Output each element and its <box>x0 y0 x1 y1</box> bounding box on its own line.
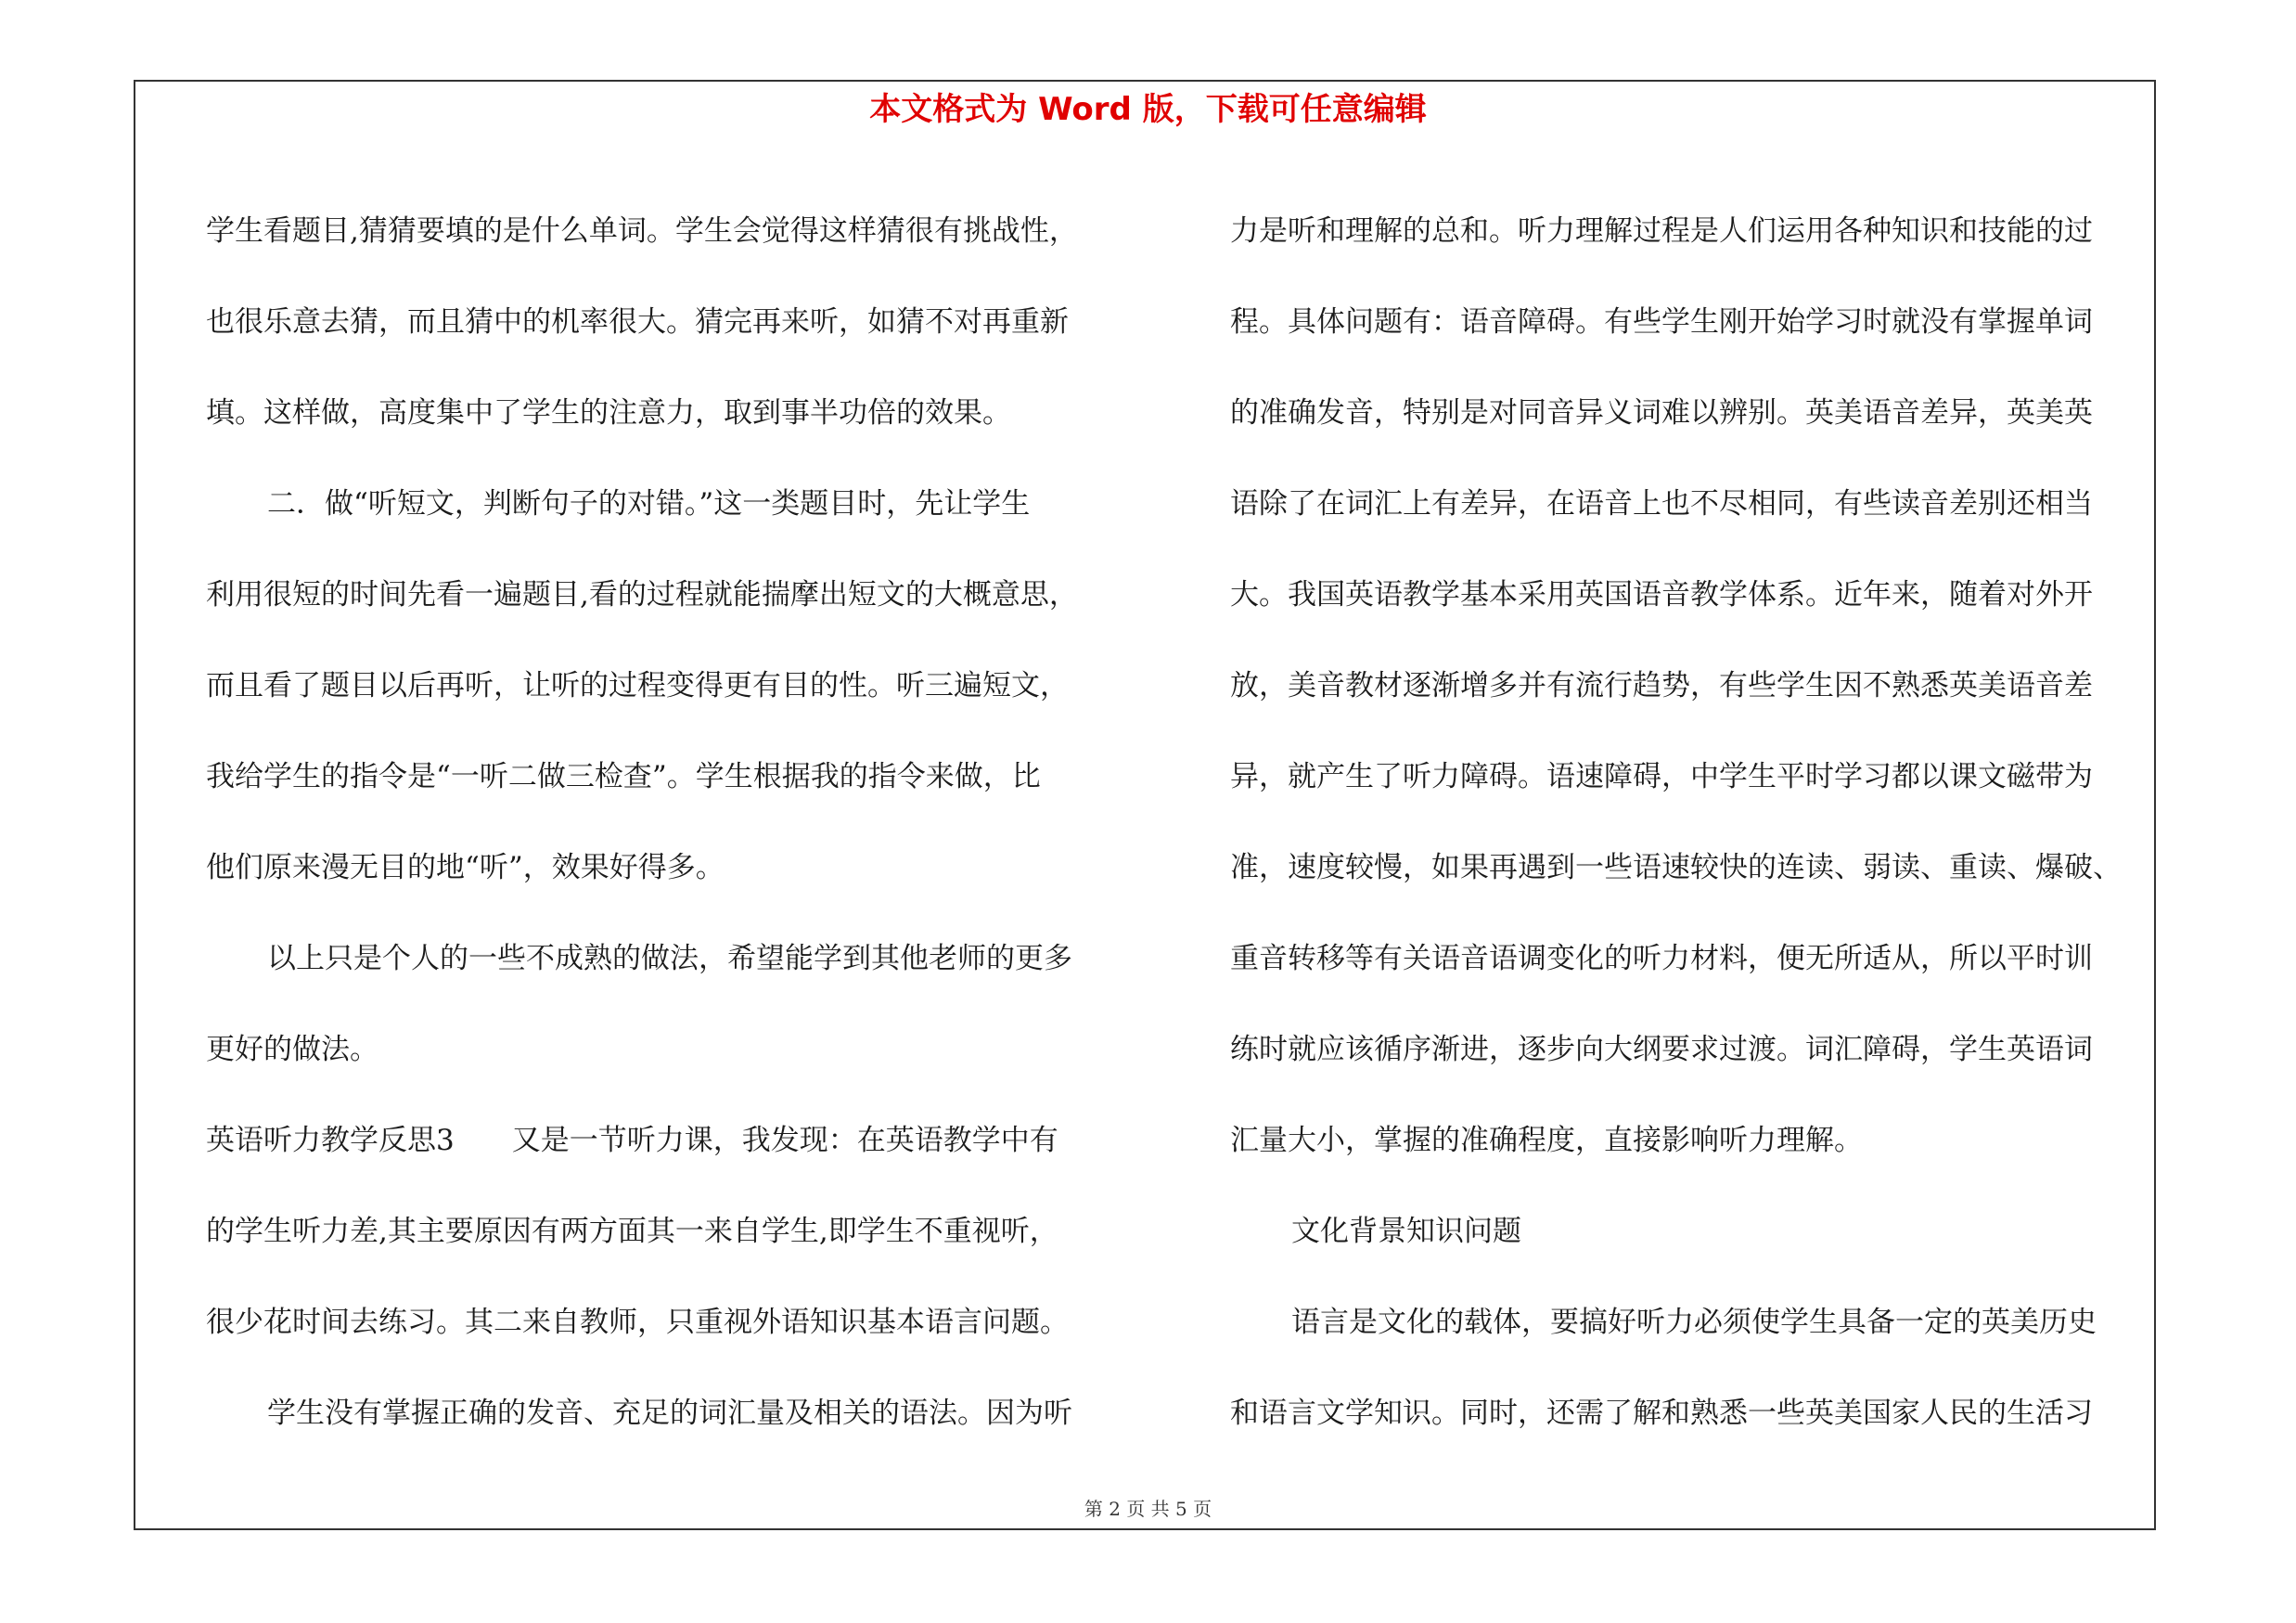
right-line: 准，速度较慢，如果再遇到一些语速较快的连读、弱读、重读、爆破、 <box>1230 851 2122 884</box>
left-column <box>206 186 1134 1459</box>
right-line: 汇量大小，掌握的准确程度，直接影响听力理解。 <box>1230 1124 1863 1157</box>
left-line: 学生看题目,猜猜要填的是什么单词。学生会觉得这样猜很有挑战性， <box>206 214 1078 248</box>
left-line: 的学生听力差,其主要原因有两方面其一来自学生,即学生不重视听， <box>206 1215 1058 1248</box>
right-line: 异，就产生了听力障碍。语速障碍，中学生平时学习都以课文磁带为 <box>1230 760 2093 793</box>
right-line: 放，美音教材逐渐增多并有流行趋势，有些学生因不熟悉英美语音差 <box>1230 669 2093 702</box>
left-line: 而且看了题目以后再听，让听的过程变得更有目的性。听三遍短文， <box>206 669 1069 702</box>
left-line: 他们原来漫无目的地“听”，效果好得多。 <box>206 851 725 884</box>
right-line: 力是听和理解的总和。听力理解过程是人们运用各种知识和技能的过 <box>1230 214 2093 248</box>
right-column <box>1230 186 2158 1459</box>
left-line: 更好的做法。 <box>206 1033 378 1066</box>
subheading: 文化背景知识问题 <box>1291 1215 1521 1248</box>
format-banner: 本文格式为 Word 版，下载可任意编辑 <box>869 91 1427 128</box>
left-line: 也很乐意去猜，而且猜中的机率很大。猜完再来听，如猜不对再重新 <box>206 305 1069 339</box>
left-line: 二．做“听短文，判断句子的对错。”这一类题目时，先让学生 <box>267 487 1031 521</box>
right-line: 程。具体问题有：语音障碍。有些学生刚开始学习时就没有掌握单词 <box>1230 305 2093 339</box>
left-line: 填。这样做，高度集中了学生的注意力，取到事半功倍的效果。 <box>206 396 1011 430</box>
section-heading-line: 英语听力教学反思3 又是一节听力课，我发现：在英语教学中有 <box>206 1124 1058 1157</box>
right-line: 语除了在词汇上有差异，在语音上也不尽相同，有些读音差别还相当 <box>1230 487 2093 521</box>
left-line: 以上只是个人的一些不成熟的做法，希望能学到其他老师的更多 <box>267 942 1072 975</box>
left-line: 我给学生的指令是“一听二做三检查”。学生根据我的指令来做，比 <box>206 760 1041 793</box>
right-line: 重音转移等有关语音语调变化的听力材料，便无所适从，所以平时训 <box>1230 942 2093 975</box>
right-line: 大。我国英语教学基本采用英国语音教学体系。近年来，随着对外开 <box>1230 578 2093 612</box>
left-line: 很少花时间去练习。其二来自教师，只重视外语知识基本语言问题。 <box>206 1306 1069 1339</box>
left-line: 学生没有掌握正确的发音、充足的词汇量及相关的语法。因为听 <box>267 1397 1072 1430</box>
right-line: 语言是文化的载体，要搞好听力必须使学生具备一定的英美历史 <box>1291 1306 2097 1339</box>
right-line: 的准确发音，特别是对同音异义词难以辨别。英美语音差异，英美英 <box>1230 396 2093 430</box>
right-line: 练时就应该循序渐进，逐步向大纲要求过渡。词汇障碍，学生英语词 <box>1230 1033 2093 1066</box>
page-number-footer: 第 2 页 共 5 页 <box>1084 1498 1212 1520</box>
right-line: 和语言文学知识。同时，还需了解和熟悉一些英美国家人民的生活习 <box>1230 1397 2093 1430</box>
left-line: 利用很短的时间先看一遍题目,看的过程就能揣摩出短文的大概意思， <box>206 578 1078 612</box>
